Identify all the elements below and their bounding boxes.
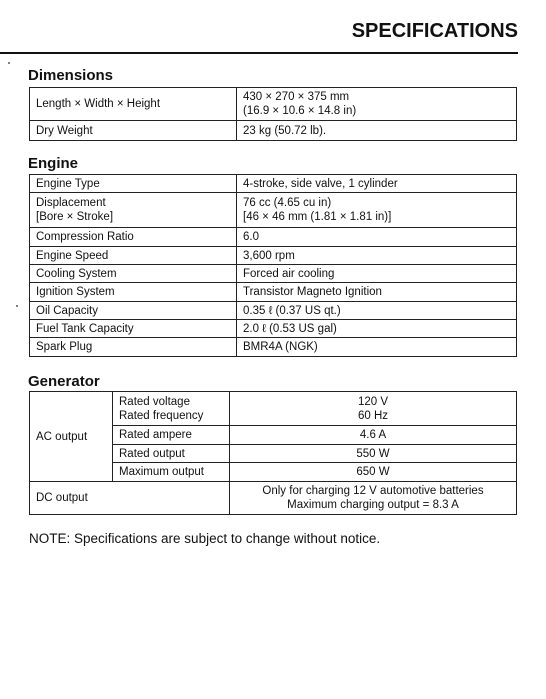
engine-table — [29, 174, 517, 357]
ignition-system-value: Transistor Magneto Ignition — [237, 283, 517, 302]
rated-output-label: Rated output — [113, 445, 230, 463]
label-line: [Bore × Stroke] — [36, 211, 114, 223]
dry-weight-value: 23 kg (50.72 lb). — [237, 121, 517, 141]
engine-type-value: 4-stroke, side valve, 1 cylinder — [237, 175, 517, 193]
displacement-label — [30, 193, 237, 228]
ignition-system-label: Ignition System — [30, 283, 237, 302]
fuel-tank-capacity-label: Fuel Tank Capacity — [30, 320, 237, 338]
spark-plug-value: BMR4A (NGK) — [237, 338, 517, 357]
ac-output-label: AC output — [30, 392, 113, 482]
dimensions-table — [29, 87, 517, 141]
value-line: Maximum charging output = 8.3 A — [287, 499, 459, 511]
generator-value — [230, 392, 517, 426]
table-row — [30, 193, 517, 228]
engine-speed-label: Engine Speed — [30, 247, 237, 265]
generator-table — [29, 391, 517, 515]
label-line: Rated voltage — [119, 395, 190, 408]
dimensions-label: Length × Width × Height — [30, 88, 237, 121]
rated-ampere-value: 4.6 A — [230, 426, 517, 445]
label-line: Displacement — [36, 197, 106, 209]
dimensions-heading: Dimensions — [28, 67, 114, 84]
engine-type-label: Engine Type — [30, 175, 237, 193]
scan-speck — [8, 62, 10, 64]
table-row — [30, 338, 517, 357]
table-row — [30, 392, 517, 426]
spark-plug-label: Spark Plug — [30, 338, 237, 357]
table-row — [30, 482, 517, 515]
cooling-system-value: Forced air cooling — [237, 265, 517, 283]
table-row — [30, 265, 517, 283]
value-line: 120 V — [357, 395, 389, 408]
engine-speed-value: 3,600 rpm — [237, 247, 517, 265]
page-title: SPECIFICATIONS — [351, 20, 518, 42]
generator-sub-label — [113, 392, 230, 426]
table-row — [30, 302, 517, 320]
displacement-value — [237, 193, 517, 228]
table-row — [30, 175, 517, 193]
maximum-output-label: Maximum output — [113, 463, 230, 482]
table-row — [30, 228, 517, 247]
dimensions-value — [237, 88, 517, 121]
value-line: [46 × 46 mm (1.81 × 1.81 in)] — [243, 211, 392, 223]
dry-weight-label: Dry Weight — [30, 121, 237, 141]
oil-capacity-label: Oil Capacity — [30, 302, 237, 320]
table-row — [30, 121, 517, 141]
title-divider — [0, 52, 518, 54]
value-line: 60 Hz — [357, 409, 389, 422]
compression-ratio-value: 6.0 — [237, 228, 517, 247]
engine-heading: Engine — [28, 155, 79, 172]
cooling-system-label: Cooling System — [30, 265, 237, 283]
compression-ratio-label: Compression Ratio — [30, 228, 237, 247]
table-row — [30, 320, 517, 338]
oil-capacity-value: 0.35 ℓ (0.37 US qt.) — [237, 302, 517, 320]
specifications-note: NOTE: Specifications are subject to change without notice. — [29, 531, 381, 546]
dc-output-value — [230, 482, 517, 515]
label-line: Rated frequency — [119, 409, 204, 422]
table-row — [30, 283, 517, 302]
dc-output-label: DC output — [30, 482, 230, 515]
table-row — [30, 247, 517, 265]
value-line: (16.9 × 10.6 × 14.8 in) — [243, 105, 357, 117]
maximum-output-value: 650 W — [230, 463, 517, 482]
rated-ampere-label: Rated ampere — [113, 426, 230, 445]
fuel-tank-capacity-value: 2.0 ℓ (0.53 US gal) — [237, 320, 517, 338]
scan-speck — [16, 305, 18, 307]
rated-output-value: 550 W — [230, 445, 517, 463]
table-row — [30, 88, 517, 121]
value-line: Only for charging 12 V automotive batteries — [262, 485, 484, 497]
generator-heading: Generator — [28, 373, 100, 390]
value-line: 430 × 270 × 375 mm — [243, 91, 350, 103]
value-line: 76 cc (4.65 cu in) — [243, 197, 332, 209]
